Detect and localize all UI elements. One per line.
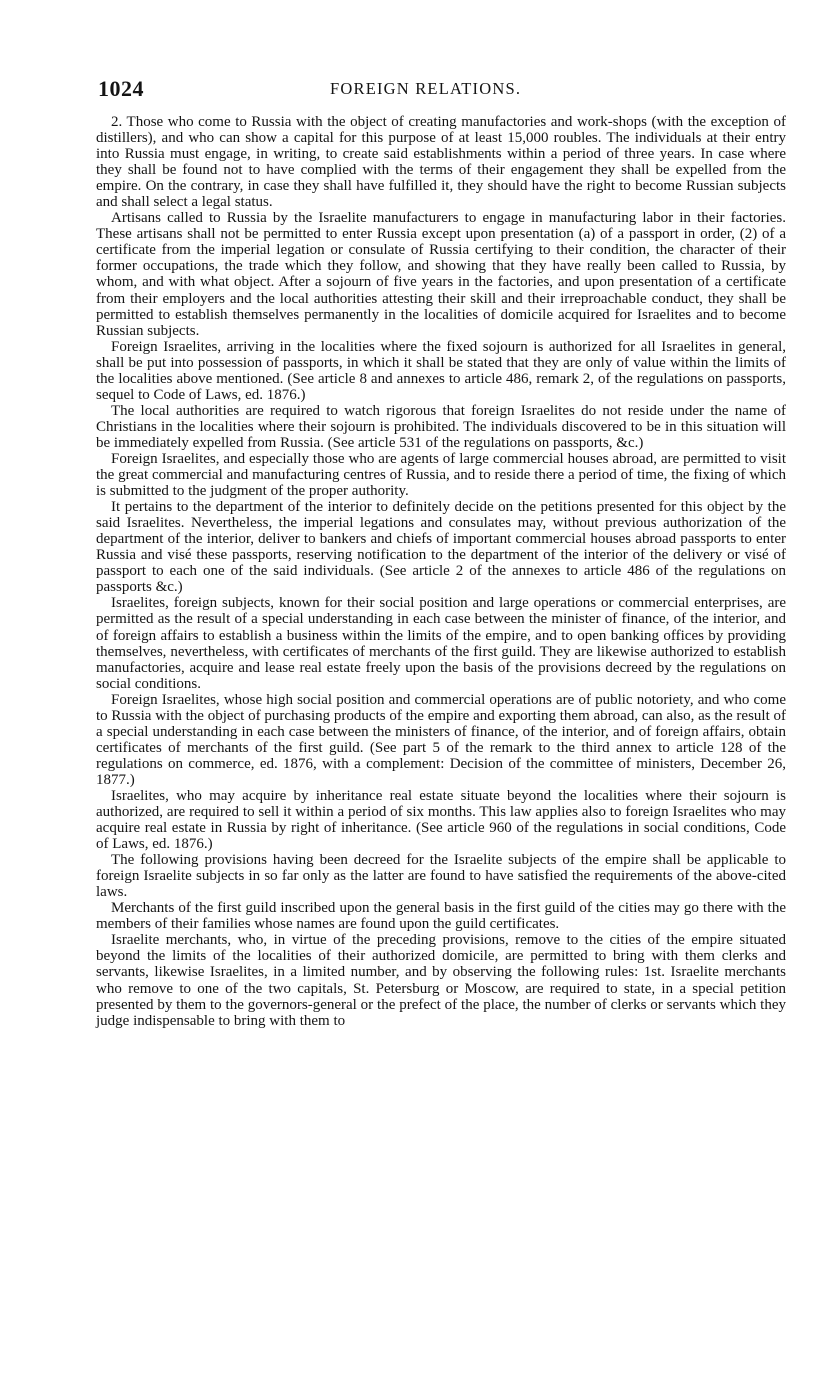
paragraph: 2. Those who come to Russia with the object of creating manufactories and work-shops (with the exception of distillers), and who can show a capital for this purpose of at least 15,000 roubles. The individuals at their entry into Russia must engage, in writing, to create said establishments within a period of three years. In case where they shall be found not to have complied with the terms of their engagement they shall be expelled from the empire. On the contrary, in case they shall have fulfilled it, they should have the right to become Russian subjects and shall select a legal status.	[96, 114, 786, 211]
paragraph: Foreign Israelites, and especially those who are agents of large commercial houses abroad, are permitted to visit the great commercial and manufacturing centres of Russia, and to reside there a period of time, the fixing of which is submitted to the judgment of the proper authority.	[96, 450, 786, 500]
paragraph: Foreign Israelites, whose high social position and commercial operations are of public notoriety, and who come to Russia with the object of purchasing products of the empire and exporting them abroad, can also, as the result of a special understanding in each case between the ministers of finance, of the interior, and of foreign affairs, obtain certificates of merchants of the first guild. (See part 5 of the remark to the third annex to article 128 of the regulations on commerce, ed. 1876, with a complement: Decision of the committee of ministers, December 26, 1877.)	[96, 691, 786, 788]
running-head: FOREIGN RELATIONS.	[330, 79, 522, 98]
page-header	[98, 76, 786, 102]
paragraph: The local authorities are required to watch rigorous that foreign Israelites do not reside under the name of Christians in the localities where their sojourn is prohibited. The individuals discovered to be in this situation will be immediately expelled from Russia. (See article 531 of the regulations on passports, &c.)	[96, 402, 786, 451]
paragraph: Artisans called to Russia by the Israelite manufacturers to engage in manufacturing labor in their factories. These artisans shall not be permitted to enter Russia except upon presentation (a) of a passport in order, (2) of a certificate from the imperial legation or consulate of Russia certifying to their condition, the character of their former occupations, the trade which they follow, and showing that they have really been called to Russia, by whom, and with what object. After a sojourn of five years in the factories, and upon presentation of a certificate from their employers and the local authorities attesting their skill and their irreproachable conduct, they shall be permitted to establish themselves permanently in the localities of domicile acquired for Israelites and to become Russian subjects.	[96, 210, 786, 339]
paragraph: Merchants of the first guild inscribed upon the general basis in the first guild of the cities may go there with the members of their families whose names are found upon the guild certificates.	[96, 900, 786, 933]
paragraph: The following provisions having been decreed for the Israelite subjects of the empire shall be applicable to foreign Israelite subjects in so far only as the latter are found to have satisfied the requirements of the above-cited laws.	[96, 852, 786, 901]
body-text	[96, 114, 786, 1029]
paragraph: Israelites, who may acquire by inheritance real estate situate beyond the localities where their sojourn is authorized, are required to sell it within a period of six months. This law applies also to foreign Israelites who may acquire real estate in Russia by right of inheritance. (See article 960 of the regulations in social conditions, Code of Laws, ed. 1876.)	[96, 787, 786, 853]
paragraph: Israelites, foreign subjects, known for their social position and large operations or commercial enterprises, are permitted as the result of a special understanding in each case between the minister of finance, of the interior, and of foreign affairs to establish a business within the limits of the empire, and to open banking offices by providing themselves, nevertheless, with certificates of merchants of the first guild. They are likewise authorized to establish manufactories, acquire and lease real estate freely upon the basis of the provisions decreed by the regulations on social conditions.	[96, 595, 786, 692]
paragraph: Israelite merchants, who, in virtue of the preceding provisions, remove to the cities of the empire situated beyond the limits of the localities of their authorized domicile, are permitted to bring with them clerks and servants, likewise Israelites, in a limited number, and by observing the following rules: 1st. Israelite merchants who remove to one of the two capitals, St. Petersburg or Moscow, are required to state, in a special petition presented by them to the governors-general or the prefect of the place, the number of clerks or servants which they judge indispensable to bring with them to	[96, 932, 786, 1029]
paragraph: It pertains to the department of the interior to definitely decide on the petitions presented for this object by the said Israelites. Nevertheless, the imperial legations and consulates may, without previous authorization of the department of the interior, deliver to bankers and chiefs of important commercial houses abroad passports to enter Russia and visé these passports, reserving notification to the department of the interior of the delivery or visé of passport to each one of the said individuals. (See article 2 of the annexes to article 486 of the regulations on passports &c.)	[96, 499, 786, 596]
page-number: 1024	[98, 76, 144, 101]
paragraph: Foreign Israelites, arriving in the localities where the fixed sojourn is authorized for all Israelites in general, shall be put into possession of passports, in which it shall be stated that they are only of value within the limits of the localities above mentioned. (See article 8 and annexes to article 486, remark 2, of the regulations on passports, sequel to Code of Laws, ed. 1876.)	[96, 338, 786, 403]
